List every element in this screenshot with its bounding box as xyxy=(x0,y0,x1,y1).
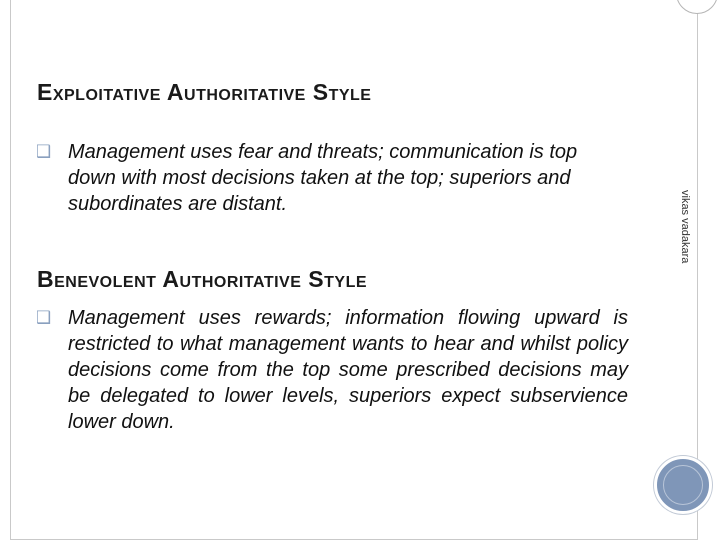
section-heading-exploitative: Exploitative Authoritative Style xyxy=(37,79,372,105)
hollow-square-bullet-icon: ❑ xyxy=(36,308,52,328)
bullet-text-exploitative: Management uses fear and threats; communication is top down with most decisions taken at the top; superiors and subordinates are distant. xyxy=(68,141,578,215)
bullet-text-benevolent: Management uses rewards; information flowing upward is restricted to what management wants to hear and whilst policy decisions come from the top some prescribed decisions may be delegated to lower levels, superiors expect subservience lower down. xyxy=(68,307,628,433)
bullet-item-benevolent xyxy=(36,305,628,435)
hollow-square-bullet-icon: ❑ xyxy=(36,142,52,162)
author-label: vikas vadakara xyxy=(679,190,691,264)
section-heading-benevolent: Benevolent Authoritative Style xyxy=(37,266,368,292)
bottom-circle-decoration xyxy=(654,456,712,514)
bullet-item-exploitative xyxy=(36,139,628,217)
